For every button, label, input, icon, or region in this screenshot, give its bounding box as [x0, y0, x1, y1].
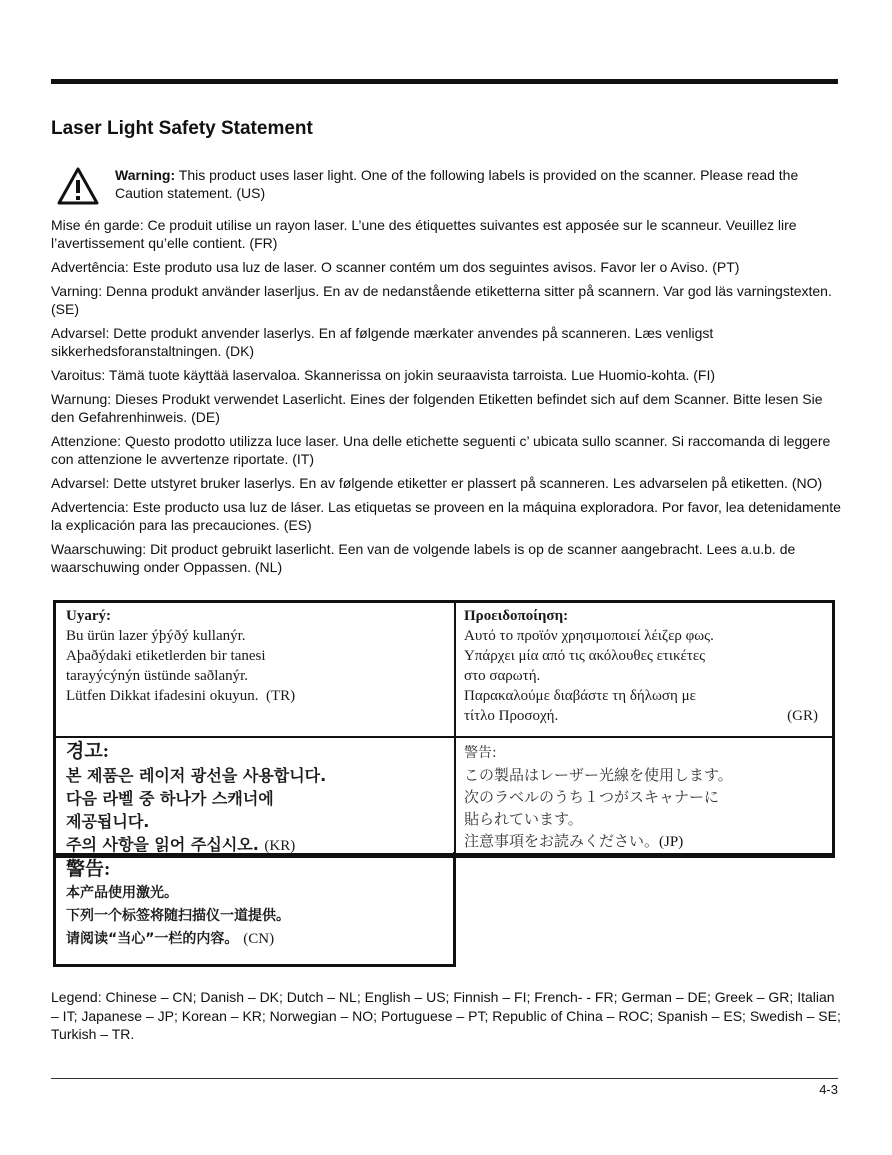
label-gr-code: (GR): [787, 708, 818, 724]
label-tr-line-2: Aþaðýdaki etiketlerden bir tanesi: [66, 648, 266, 664]
paragraph-se: Varning: Denna produkt använder laserljus. En av de nedanstående etiketterna sitter på scannern. Var god läs varningstexten. (SE): [51, 283, 832, 317]
label-tr-line-3: tarayýcýnýn üstünde saðlanýr.: [66, 668, 249, 684]
label-kr-line-2: 다음 라벨 중 하나가 스캐너에: [66, 789, 274, 808]
paragraph-fr: Mise én garde: Ce produit utilise un rayon laser. L’une des étiquettes suivantes est apposée sur le scanneur. Veuillez lire l’avertissement qu’elle contient. (FR): [51, 217, 797, 251]
warning-triangle-icon: [56, 166, 100, 206]
label-tr-line-1: Bu ürün lazer ýþýðý kullanýr.: [66, 628, 246, 644]
warning-label: Warning:: [115, 167, 176, 183]
paragraph-it: Attenzione: Questo prodotto utilizza luce laser. Una delle etichette seguenti c’ ubicata sullo scanner. Si raccomanda di leggere con attenzione le avvertenze riportate. (IT): [51, 433, 831, 467]
warning-text: [115, 166, 838, 202]
paragraph-fi: Varoitus: Tämä tuote käyttää laservaloa. Skannerissa on jokin seuraavista tarroista. Lue Huomio-kohta. (FI): [51, 367, 716, 383]
label-tr-heading: Uyarý:: [66, 608, 111, 624]
label-jp-line-2: 次のラベルのうち１つがスキャナーに: [464, 788, 720, 806]
label-cn-line-2: 下列一个标签将随扫描仪一道提供。: [66, 908, 290, 924]
paragraph-nl: Waarschuwing: Dit product gebruikt laserlicht. Een van de volgende labels is op de scanner aangebracht. Lees a.u.b. de waarschuwing onder Oppassen. (NL): [51, 541, 796, 575]
page-title: Laser Light Safety Statement: [51, 118, 313, 139]
label-jp-code: (JP): [659, 834, 684, 850]
divider-vertical: [454, 600, 456, 855]
label-gr: [464, 606, 824, 726]
label-tr: [66, 606, 446, 706]
label-cn: [66, 858, 446, 951]
paragraph-de: Warnung: Dieses Produkt verwendet Laserlicht. Eines der folgenden Etiketten befindet sich auf dem Scanner. Bitte lesen Sie den Gefahrenhinweis. (DE): [51, 391, 823, 425]
label-kr-code: (KR): [264, 838, 296, 854]
label-kr-line-1: 본 제품은 레이저 광선을 사용합니다.: [66, 766, 327, 785]
language-legend: Legend: Chinese – CN; Danish – DK; Dutch – NL; English – US; Finnish – FI; French- - FR; German – DE; Greek – GR; Italian – IT; Japanese – JP; Korean – KR; Norwegian – NO; Portuguese – PT; Republic of China – ROC; Spanish – ES; Swedish – SE; Turkish – TR.: [51, 989, 841, 1042]
warning-body: This product uses laser light. One of the following labels is provided on the scanner. Please read the Caution statement. (US): [115, 167, 799, 201]
label-cn-line-1: 本产品使用激光。: [66, 885, 178, 901]
label-jp-heading: 警告:: [464, 745, 497, 761]
label-gr-line-4: Παρακαλούμε διαβάστε τη δήλωση με: [464, 688, 696, 704]
label-gr-line-3: στο σαρωτή.: [464, 668, 541, 684]
label-cn-line-3: 请阅读“当心”一栏的内容。: [66, 931, 239, 947]
label-gr-line-5: τίτλο Προσοχή.: [464, 708, 559, 724]
label-kr-line-3: 제공됩니다.: [66, 812, 150, 831]
label-jp-line-1: この製品はレーザー光線を使用します。: [464, 766, 733, 784]
label-jp: [464, 742, 829, 853]
label-gr-line-2: Υπάρχει μία από τις ακόλουθες ετικέτες: [464, 648, 706, 664]
label-kr-line-4: 주의 사항을 읽어 주십시오.: [66, 835, 259, 854]
label-kr: [66, 740, 451, 858]
page-number: 4-3: [819, 1082, 838, 1097]
translations: [51, 216, 841, 582]
label-cn-heading: 警告:: [66, 859, 111, 880]
label-kr-heading: 경고:: [66, 741, 110, 762]
label-jp-line-3: 貼られています。: [464, 810, 583, 828]
paragraph-dk: Advarsel: Dette produkt anvender laserlys. En af følgende mærkater anvendes på scanneren. Læs venligst sikkerhedsforanstaltningen. (DK): [51, 325, 714, 359]
divider-horizontal-1: [53, 736, 835, 738]
warning-block: [51, 166, 838, 202]
top-rule: [51, 79, 838, 84]
paragraph-no: Advarsel: Dette utstyret bruker laserlys. En av følgende etiketter er plassert på scanneren. Les advarselen på etiketten. (NO): [51, 475, 823, 491]
bottom-rule: [51, 1078, 838, 1079]
paragraph-pt: Advertência: Este produto usa luz de laser. O scanner contém um dos seguintes avisos. Favor ler o Aviso. (PT): [51, 259, 740, 275]
label-tr-line-4: Lütfen Dikkat ifadesini okuyun.: [66, 688, 259, 704]
label-gr-line-1: Αυτό το προϊόν χρησιμοποιεί λέιζερ φως.: [464, 628, 714, 644]
caution-labels-table: [53, 600, 835, 970]
paragraph-es: Advertencia: Este producto usa luz de láser. Las etiquetas se proveen en la máquina exploradora. Por favor, lea detenidamente la explicación para las precauciones. (ES): [51, 499, 841, 533]
label-gr-heading: Προειδοποίηση:: [464, 608, 569, 624]
label-cn-code: (CN): [243, 931, 275, 947]
label-tr-code: (TR): [265, 688, 296, 704]
label-jp-line-4: 注意事項をお読みください。: [464, 832, 660, 850]
